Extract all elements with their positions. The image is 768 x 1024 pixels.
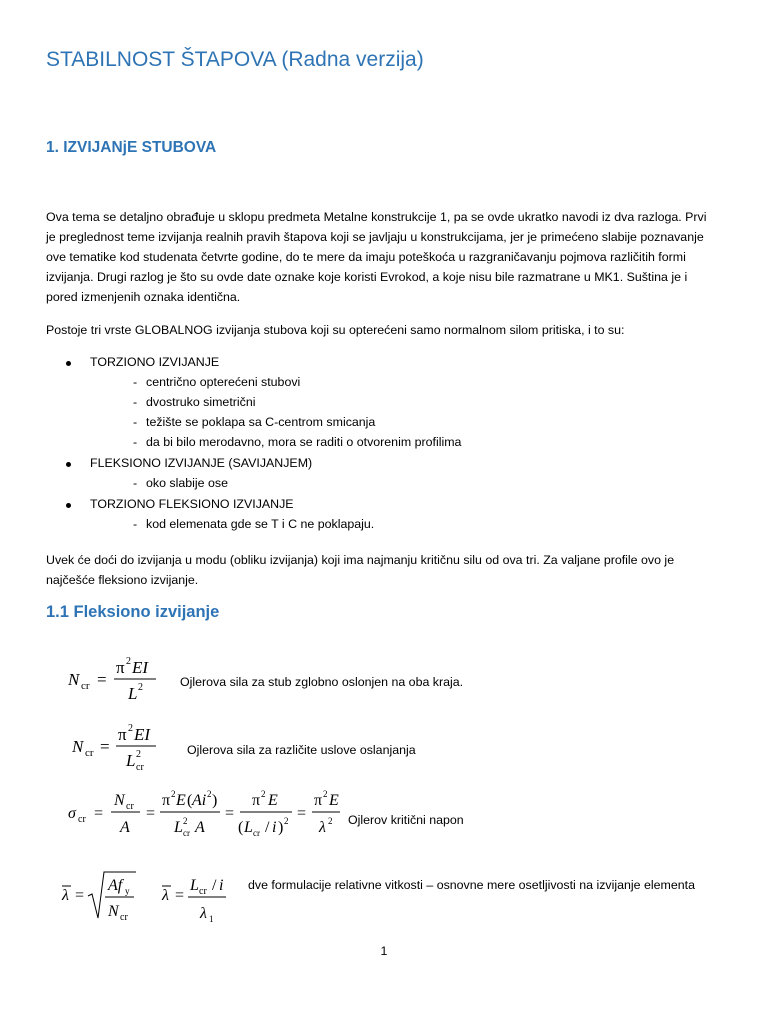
svg-text:cr: cr bbox=[136, 762, 144, 773]
document-title: STABILNOST ŠTAPOVA (Radna verzija) bbox=[46, 48, 424, 71]
svg-text:=: = bbox=[146, 805, 156, 822]
svg-text:cr: cr bbox=[120, 912, 128, 923]
bullet-label: FLEKSIONO IZVIJANJE (SAVIJANJEM) bbox=[90, 456, 313, 470]
svg-text:2: 2 bbox=[261, 789, 266, 799]
intro-line: ove tematike kod studenata četvrte godine, do te mere da imaju poteškoća u razgraničavanju pojmova različitih formi bbox=[46, 250, 686, 264]
svg-text:2: 2 bbox=[136, 749, 141, 760]
svg-text:y: y bbox=[125, 886, 130, 896]
sub-item-text: dvostruko simetrični bbox=[146, 395, 256, 409]
svg-text:A: A bbox=[195, 819, 205, 836]
svg-text:L: L bbox=[190, 877, 199, 894]
svg-text:i: i bbox=[272, 819, 277, 836]
sub-item-text: centrično opterećeni stubovi bbox=[146, 375, 301, 389]
svg-text:cr: cr bbox=[81, 680, 90, 692]
svg-text:/: / bbox=[265, 819, 270, 836]
svg-text:): ) bbox=[278, 819, 284, 836]
svg-text:=: = bbox=[75, 887, 85, 904]
svg-text:2: 2 bbox=[207, 789, 212, 799]
caption-critical-stress: Ojlerov kritični napon bbox=[348, 813, 464, 827]
svg-text:L: L bbox=[128, 684, 138, 703]
sub-item-text: kod elemenata gde se T i C ne poklapaju. bbox=[146, 517, 375, 531]
svg-text:N: N bbox=[108, 903, 119, 920]
sub-item: - da bi bilo merodavno, mora se raditi o otvorenim profilima bbox=[133, 435, 462, 449]
svg-text:=: = bbox=[97, 670, 107, 689]
sub-item: - težište se poklapa sa C-centrom smicanja bbox=[133, 415, 376, 429]
sub-item-text: da bi bilo merodavno, mora se raditi o otvorenim profilima bbox=[146, 435, 462, 449]
svg-text:λ: λ bbox=[200, 905, 207, 922]
svg-text:cr: cr bbox=[78, 814, 86, 825]
svg-text:π: π bbox=[314, 792, 323, 809]
types-intro-line: Postoje tri vrste GLOBALNOG izvijanja stubova koji su opterećeni samo normalnom silom pritiska, i to su: bbox=[46, 323, 625, 337]
svg-text:2: 2 bbox=[284, 816, 289, 826]
svg-text:=: = bbox=[100, 737, 110, 756]
sub-item-text: oko slabije ose bbox=[146, 476, 228, 490]
formula-euler-general bbox=[68, 720, 168, 775]
intro-line: Ova tema se detaljno obrađuje u sklopu predmeta Metalne konstrukcije 1, pa se ovde ukratko navodi iz dva razloga. Prvi bbox=[46, 210, 707, 224]
svg-text:EI: EI bbox=[134, 725, 151, 744]
svg-text:2: 2 bbox=[138, 682, 143, 693]
svg-text:L: L bbox=[244, 819, 253, 836]
sub-item: - oko slabije ose bbox=[133, 476, 228, 490]
svg-text:π: π bbox=[118, 725, 127, 744]
svg-text:E: E bbox=[176, 792, 186, 809]
svg-text:λ: λ bbox=[162, 887, 169, 904]
bullet-item-torsional bbox=[68, 355, 220, 369]
caption-euler-general: Ojlerova sila za različite uslove oslanjanja bbox=[187, 743, 416, 757]
svg-text:cr: cr bbox=[199, 886, 207, 897]
svg-text:2: 2 bbox=[183, 816, 188, 826]
formula-critical-stress bbox=[64, 786, 344, 842]
svg-text:E: E bbox=[329, 792, 339, 809]
svg-text:/: / bbox=[212, 877, 217, 894]
bullet-item-torsional-flexural bbox=[68, 497, 294, 511]
svg-text:A: A bbox=[120, 819, 130, 836]
sub-item: - kod elemenata gde se T i C ne poklapaju. bbox=[133, 517, 375, 531]
section-heading-1-1: 1.1 Fleksiono izvijanje bbox=[46, 603, 220, 621]
svg-text:cr: cr bbox=[253, 828, 260, 838]
formula-slenderness bbox=[58, 866, 238, 928]
sub-item-text: težište se poklapa sa C-centrom smicanja bbox=[146, 415, 376, 429]
svg-text:π: π bbox=[116, 658, 125, 677]
svg-text:=: = bbox=[175, 887, 185, 904]
sub-item: - dvostruko simetrični bbox=[133, 395, 256, 409]
intro-line: pored izmenjenih oznaka identična. bbox=[46, 290, 241, 304]
intro-line: izvijanja. Drugi razlog je što su ovde date oznake koje koristi Evrokod, a koje nisu bile razmatrane u MK1. Suština je i bbox=[46, 270, 688, 284]
bullet-label: TORZIONO FLEKSIONO IZVIJANJE bbox=[90, 497, 294, 511]
section-heading-1: 1. IZVIJANjE STUBOVA bbox=[46, 139, 217, 156]
svg-text:N: N bbox=[114, 792, 125, 809]
svg-text:λ: λ bbox=[319, 819, 326, 836]
svg-text:λ: λ bbox=[62, 887, 69, 904]
svg-text:2: 2 bbox=[171, 789, 176, 799]
types-intro-paragraph bbox=[46, 320, 726, 340]
conclusion-line: najčešće fleksiono izvijanje. bbox=[46, 573, 199, 587]
formula-euler-pinned bbox=[64, 652, 164, 707]
svg-text:π: π bbox=[252, 792, 261, 809]
bullet-item-flexural bbox=[68, 456, 313, 470]
svg-text:cr: cr bbox=[183, 828, 190, 838]
svg-text:2: 2 bbox=[328, 816, 333, 826]
conclusion-paragraph bbox=[46, 550, 726, 590]
svg-text:=: = bbox=[297, 805, 307, 822]
svg-text:π: π bbox=[162, 792, 171, 809]
conclusion-line: Uvek će doći do izvijanja u modu (obliku izvijanja) koji ima najmanju kritičnu silu od ova tri. Za valjane profile ovo je bbox=[46, 553, 675, 567]
svg-text:2: 2 bbox=[126, 656, 131, 667]
svg-text:cr: cr bbox=[85, 747, 94, 759]
svg-text:2: 2 bbox=[128, 723, 133, 734]
svg-text:L: L bbox=[126, 751, 136, 770]
svg-text:σ: σ bbox=[68, 805, 76, 822]
bullet-label: TORZIONO IZVIJANJE bbox=[90, 355, 220, 369]
intro-paragraph bbox=[46, 207, 726, 307]
svg-text:1: 1 bbox=[209, 914, 214, 924]
svg-text:L: L bbox=[174, 819, 183, 836]
caption-slenderness: dve formulacije relativne vitkosti – osnovne mere osetljivosti na izvijanje elementa bbox=[248, 878, 695, 892]
page-number: 1 bbox=[380, 944, 388, 958]
svg-text:N: N bbox=[72, 737, 84, 756]
sub-item: - centrično opterećeni stubovi bbox=[133, 375, 301, 389]
svg-text:2: 2 bbox=[323, 789, 328, 799]
svg-text:Af: Af bbox=[108, 877, 123, 894]
svg-text:=: = bbox=[94, 805, 104, 822]
svg-text:E: E bbox=[268, 792, 278, 809]
svg-text:=: = bbox=[225, 805, 235, 822]
svg-text:cr: cr bbox=[126, 801, 134, 812]
intro-line: je preglednost teme izvijanja realnih pravih štapova koji se javljaju u konstrukcijama, jer je primećeno slabije poznavanje bbox=[46, 230, 704, 244]
svg-text:Ai: Ai bbox=[192, 792, 207, 809]
svg-text:i: i bbox=[219, 877, 224, 894]
svg-text:(: ( bbox=[187, 792, 193, 809]
svg-text:N: N bbox=[68, 670, 80, 689]
svg-text:EI: EI bbox=[132, 658, 149, 677]
svg-text:): ) bbox=[212, 792, 218, 809]
svg-text:(: ( bbox=[238, 819, 244, 836]
caption-euler-pinned: Ojlerova sila za stub zglobno oslonjen na oba kraja. bbox=[180, 675, 464, 689]
